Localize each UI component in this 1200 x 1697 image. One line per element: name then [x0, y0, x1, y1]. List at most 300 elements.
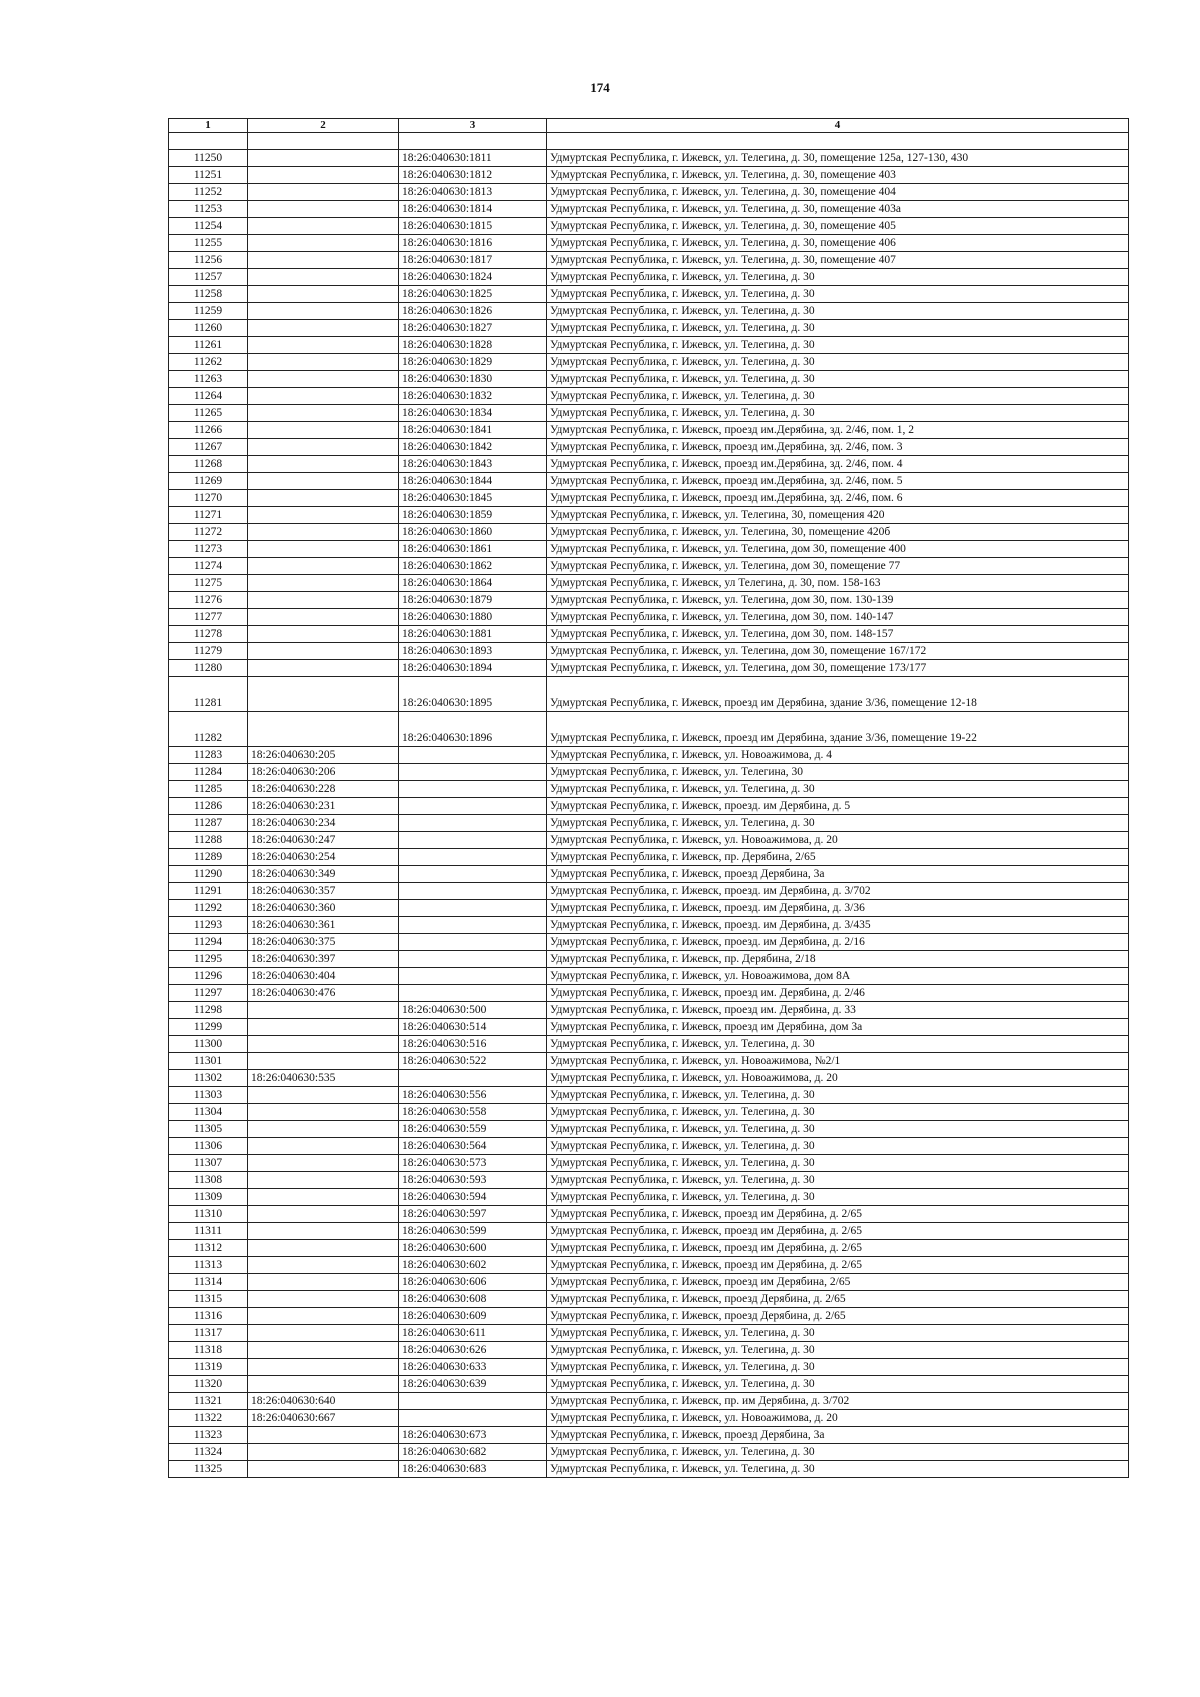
address-cell: Удмуртская Республика, г. Ижевск, ул. Телегина, д. 30 [547, 1121, 1129, 1138]
row-number-cell: 11310 [169, 1206, 248, 1223]
table-row [169, 1223, 1129, 1240]
land-plot-number-cell: 18:26:040630:357 [248, 883, 399, 900]
land-plot-number-cell [248, 1274, 399, 1291]
row-number-cell: 11257 [169, 269, 248, 286]
row-number-cell: 11293 [169, 917, 248, 934]
row-number-cell: 11306 [169, 1138, 248, 1155]
row-number-cell: 11282 [169, 712, 248, 747]
premises-number-cell [399, 1070, 547, 1087]
address-cell: Удмуртская Республика, г. Ижевск, проезд им Дерябина, д. 2/65 [547, 1240, 1129, 1257]
table-row [169, 575, 1129, 592]
land-plot-number-cell [248, 1240, 399, 1257]
land-plot-number-cell [248, 439, 399, 456]
row-number-cell: 11251 [169, 167, 248, 184]
premises-number-cell: 18:26:040630:608 [399, 1291, 547, 1308]
land-plot-number-cell [248, 337, 399, 354]
land-plot-number-cell [248, 524, 399, 541]
row-number-cell: 11300 [169, 1036, 248, 1053]
land-plot-number-cell [248, 1325, 399, 1342]
premises-number-cell: 18:26:040630:1830 [399, 371, 547, 388]
land-plot-number-cell: 18:26:040630:349 [248, 866, 399, 883]
premises-number-cell: 18:26:040630:1881 [399, 626, 547, 643]
address-cell: Удмуртская Республика, г. Ижевск, ул. Телегина, д. 30, помещение 125а, 127-130, 430 [547, 150, 1129, 167]
address-cell: Удмуртская Республика, г. Ижевск, пр. Дерябина, 2/65 [547, 849, 1129, 866]
land-plot-number-cell [248, 1087, 399, 1104]
premises-number-cell: 18:26:040630:1824 [399, 269, 547, 286]
land-plot-number-cell [248, 1104, 399, 1121]
row-number-cell: 11324 [169, 1444, 248, 1461]
land-plot-number-cell [248, 1019, 399, 1036]
table-row [169, 269, 1129, 286]
row-number-cell: 11319 [169, 1359, 248, 1376]
address-cell: Удмуртская Республика, г. Ижевск, ул. Телегина, д. 30 [547, 1376, 1129, 1393]
land-plot-number-cell: 18:26:040630:234 [248, 815, 399, 832]
row-number-cell: 11307 [169, 1155, 248, 1172]
premises-number-cell [399, 764, 547, 781]
address-cell: Удмуртская Республика, г. Ижевск, ул. Новоажимова, д. 20 [547, 1070, 1129, 1087]
premises-number-cell: 18:26:040630:564 [399, 1138, 547, 1155]
land-plot-number-cell [248, 456, 399, 473]
address-cell: Удмуртская Республика, г. Ижевск, ул. Телегина, д. 30 [547, 1087, 1129, 1104]
premises-number-cell [399, 985, 547, 1002]
table-row [169, 1308, 1129, 1325]
table-row [169, 951, 1129, 968]
row-number-cell: 11278 [169, 626, 248, 643]
premises-number-cell: 18:26:040630:626 [399, 1342, 547, 1359]
premises-number-cell: 18:26:040630:599 [399, 1223, 547, 1240]
table-row [169, 1291, 1129, 1308]
land-plot-number-cell [248, 218, 399, 235]
premises-number-cell: 18:26:040630:1826 [399, 303, 547, 320]
land-plot-number-cell [248, 1461, 399, 1478]
table-row [169, 660, 1129, 677]
address-cell: Удмуртская Республика, г. Ижевск, ул. Телегина, д. 30 [547, 1104, 1129, 1121]
address-cell: Удмуртская Республика, г. Ижевск, проезд им Дерябина, здание 3/36, помещение 19-22 [547, 712, 1129, 747]
row-number-cell: 11320 [169, 1376, 248, 1393]
row-number-cell: 11281 [169, 677, 248, 712]
table-row [169, 643, 1129, 660]
table-row [169, 456, 1129, 473]
land-plot-number-cell [248, 1223, 399, 1240]
table-row [169, 1427, 1129, 1444]
premises-number-cell: 18:26:040630:673 [399, 1427, 547, 1444]
row-number-cell: 11277 [169, 609, 248, 626]
premises-number-cell: 18:26:040630:1841 [399, 422, 547, 439]
table-row [169, 439, 1129, 456]
table-row [169, 405, 1129, 422]
land-plot-number-cell [248, 490, 399, 507]
premises-number-cell [399, 951, 547, 968]
table-row [169, 1053, 1129, 1070]
row-number-cell: 11260 [169, 320, 248, 337]
row-number-cell: 11322 [169, 1410, 248, 1427]
land-plot-number-cell: 18:26:040630:375 [248, 934, 399, 951]
table-row [169, 934, 1129, 951]
page-number: 174 [590, 80, 610, 95]
land-plot-number-cell [248, 1121, 399, 1138]
table-row [169, 1087, 1129, 1104]
table-row [169, 917, 1129, 934]
land-plot-number-cell [248, 1053, 399, 1070]
land-plot-number-cell [248, 1155, 399, 1172]
land-plot-number-cell [248, 712, 399, 747]
address-cell: Удмуртская Республика, г. Ижевск, ул. Телегина, д. 30 [547, 1155, 1129, 1172]
land-plot-number-cell [248, 1427, 399, 1444]
table-row [169, 1019, 1129, 1036]
row-number-cell: 11311 [169, 1223, 248, 1240]
address-cell: Удмуртская Республика, г. Ижевск, проезд им Дерябина, здание 3/36, помещение 12-18 [547, 677, 1129, 712]
premises-number-cell: 18:26:040630:514 [399, 1019, 547, 1036]
row-number-cell: 11258 [169, 286, 248, 303]
land-plot-number-cell: 18:26:040630:247 [248, 832, 399, 849]
column-header-2: 2 [248, 119, 399, 133]
premises-number-cell: 18:26:040630:611 [399, 1325, 547, 1342]
land-plot-number-cell [248, 1189, 399, 1206]
land-plot-number-cell [248, 626, 399, 643]
address-cell: Удмуртская Республика, г. Ижевск, ул. Телегина, д. 30 [547, 1342, 1129, 1359]
row-number-cell: 11256 [169, 252, 248, 269]
land-plot-number-cell: 18:26:040630:640 [248, 1393, 399, 1410]
address-cell: Удмуртская Республика, г. Ижевск, проезд им. Дерябина, д. 2/46 [547, 985, 1129, 1002]
premises-number-cell: 18:26:040630:1893 [399, 643, 547, 660]
premises-number-cell [399, 1393, 547, 1410]
row-number-cell: 11325 [169, 1461, 248, 1478]
row-number-cell: 11286 [169, 798, 248, 815]
premises-number-cell: 18:26:040630:1816 [399, 235, 547, 252]
premises-number-cell: 18:26:040630:597 [399, 1206, 547, 1223]
premises-number-cell: 18:26:040630:1813 [399, 184, 547, 201]
row-number-cell: 11271 [169, 507, 248, 524]
premises-number-cell: 18:26:040630:516 [399, 1036, 547, 1053]
address-cell: Удмуртская Республика, г. Ижевск, пр. Дерябина, 2/18 [547, 951, 1129, 968]
land-plot-number-cell [248, 371, 399, 388]
land-plot-number-cell [248, 1206, 399, 1223]
table-row [169, 1376, 1129, 1393]
table-row [169, 592, 1129, 609]
land-plot-number-cell [248, 507, 399, 524]
table-row [169, 1325, 1129, 1342]
table-row [169, 286, 1129, 303]
premises-number-cell: 18:26:040630:594 [399, 1189, 547, 1206]
address-cell: Удмуртская Республика, г. Ижевск, ул. Телегина, д. 30 [547, 1036, 1129, 1053]
address-cell: Удмуртская Республика, г. Ижевск, ул. Телегина, д. 30 [547, 1359, 1129, 1376]
table-row [169, 150, 1129, 167]
land-plot-number-cell [248, 422, 399, 439]
table-row [169, 883, 1129, 900]
table-row [169, 1342, 1129, 1359]
row-number-cell: 11284 [169, 764, 248, 781]
address-cell: Удмуртская Республика, г. Ижевск, проезд им.Дерябина, зд. 2/46, пом. 4 [547, 456, 1129, 473]
address-cell: Удмуртская Республика, г. Ижевск, ул. Телегина, д. 30, помещение 403 [547, 167, 1129, 184]
table-row [169, 558, 1129, 575]
premises-number-cell: 18:26:040630:573 [399, 1155, 547, 1172]
row-number-cell: 11312 [169, 1240, 248, 1257]
table-row [169, 1393, 1129, 1410]
land-plot-number-cell [248, 1308, 399, 1325]
address-cell: Удмуртская Республика, г. Ижевск, ул. Телегина, дом 30, помещение 173/177 [547, 660, 1129, 677]
premises-number-cell: 18:26:040630:1845 [399, 490, 547, 507]
column-header-4: 4 [547, 119, 1129, 133]
address-cell: Удмуртская Республика, г. Ижевск, ул. Телегина, дом 30, помещение 167/172 [547, 643, 1129, 660]
premises-number-cell: 18:26:040630:1828 [399, 337, 547, 354]
premises-number-cell: 18:26:040630:600 [399, 1240, 547, 1257]
premises-number-cell [399, 832, 547, 849]
table-row [169, 1240, 1129, 1257]
land-plot-number-cell [248, 1342, 399, 1359]
premises-number-cell: 18:26:040630:1815 [399, 218, 547, 235]
land-plot-number-cell [248, 643, 399, 660]
land-plot-number-cell: 18:26:040630:476 [248, 985, 399, 1002]
address-cell: Удмуртская Республика, г. Ижевск, проезд им Дерябина, д. 2/65 [547, 1223, 1129, 1240]
address-cell: Удмуртская Республика, г. Ижевск, проезд им Дерябина, дом 3а [547, 1019, 1129, 1036]
address-cell: Удмуртская Республика, г. Ижевск, проезд Дерябина, 3а [547, 1427, 1129, 1444]
table-row [169, 1257, 1129, 1274]
land-plot-number-cell [248, 167, 399, 184]
table-body [169, 133, 1129, 1478]
land-plot-number-cell [248, 660, 399, 677]
row-number-cell: 11314 [169, 1274, 248, 1291]
table-row [169, 677, 1129, 712]
address-cell: Удмуртская Республика, г. Ижевск, проезд им.Дерябина, зд. 2/46, пом. 5 [547, 473, 1129, 490]
premises-number-cell: 18:26:040630:1896 [399, 712, 547, 747]
row-number-cell: 11296 [169, 968, 248, 985]
table-row [169, 1274, 1129, 1291]
address-cell: Удмуртская Республика, г. Ижевск, ул. Телегина, д. 30 [547, 1138, 1129, 1155]
row-number-cell: 11285 [169, 781, 248, 798]
address-cell: Удмуртская Республика, г. Ижевск, проезд. им Дерябина, д. 5 [547, 798, 1129, 815]
row-number-cell: 11262 [169, 354, 248, 371]
premises-number-cell: 18:26:040630:1879 [399, 592, 547, 609]
table-row [169, 235, 1129, 252]
row-number-cell: 11315 [169, 1291, 248, 1308]
address-cell: Удмуртская Республика, г. Ижевск, ул. Телегина, д. 30 [547, 269, 1129, 286]
land-plot-number-cell [248, 1444, 399, 1461]
column-header-1: 1 [169, 119, 248, 133]
premises-number-cell: 18:26:040630:1880 [399, 609, 547, 626]
land-plot-number-cell [248, 1376, 399, 1393]
table-row [169, 1138, 1129, 1155]
table-row [169, 747, 1129, 764]
address-cell: Удмуртская Республика, г. Ижевск, проезд Дерябина, д. 2/65 [547, 1291, 1129, 1308]
row-number-cell: 11259 [169, 303, 248, 320]
address-cell: Удмуртская Республика, г. Ижевск, ул. Телегина, д. 30 [547, 1444, 1129, 1461]
row-number-cell: 11261 [169, 337, 248, 354]
land-plot-number-cell [248, 1257, 399, 1274]
row-number-cell: 11270 [169, 490, 248, 507]
row-number-cell: 11290 [169, 866, 248, 883]
table-row [169, 320, 1129, 337]
table-row [169, 167, 1129, 184]
address-cell: Удмуртская Республика, г. Ижевск, проезд им Дерябина, д. 2/65 [547, 1206, 1129, 1223]
premises-number-cell: 18:26:040630:500 [399, 1002, 547, 1019]
table-row [169, 541, 1129, 558]
address-cell: Удмуртская Республика, г. Ижевск, ул. Новоажимова, д. 20 [547, 1410, 1129, 1427]
table-row [169, 815, 1129, 832]
land-plot-number-cell [248, 184, 399, 201]
premises-number-cell: 18:26:040630:683 [399, 1461, 547, 1478]
address-cell: Удмуртская Республика, г. Ижевск, проезд. им Дерябина, д. 3/435 [547, 917, 1129, 934]
land-plot-number-cell: 18:26:040630:397 [248, 951, 399, 968]
premises-number-cell [399, 781, 547, 798]
premises-number-cell: 18:26:040630:1844 [399, 473, 547, 490]
table-row [169, 473, 1129, 490]
premises-number-cell [399, 883, 547, 900]
address-cell: Удмуртская Республика, г. Ижевск, ул. Телегина, д. 30, помещение 404 [547, 184, 1129, 201]
premises-number-cell: 18:26:040630:1825 [399, 286, 547, 303]
table-row [169, 422, 1129, 439]
land-plot-number-cell [248, 150, 399, 167]
address-cell: Удмуртская Республика, г. Ижевск, проезд им. Дерябина, д. 33 [547, 1002, 1129, 1019]
row-number-cell: 11309 [169, 1189, 248, 1206]
premises-number-cell [399, 934, 547, 951]
row-number-cell: 11273 [169, 541, 248, 558]
land-plot-number-cell [248, 677, 399, 712]
row-number-cell: 11272 [169, 524, 248, 541]
address-cell: Удмуртская Республика, г. Ижевск, ул Телегина, д. 30, пом. 158-163 [547, 575, 1129, 592]
row-number-cell: 11267 [169, 439, 248, 456]
header-row [169, 119, 1129, 133]
address-cell: Удмуртская Республика, г. Ижевск, ул. Телегина, д. 30 [547, 371, 1129, 388]
table-row [169, 1461, 1129, 1478]
row-number-cell: 11297 [169, 985, 248, 1002]
land-plot-number-cell [248, 592, 399, 609]
table-row [169, 764, 1129, 781]
row-number-cell: 11302 [169, 1070, 248, 1087]
premises-number-cell [399, 798, 547, 815]
address-cell: Удмуртская Республика, г. Ижевск, ул. Новоажимова, д. 20 [547, 832, 1129, 849]
row-number-cell: 11279 [169, 643, 248, 660]
address-cell: Удмуртская Республика, г. Ижевск, ул. Новоажимова, д. 4 [547, 747, 1129, 764]
premises-number-cell: 18:26:040630:1861 [399, 541, 547, 558]
premises-number-cell: 18:26:040630:1827 [399, 320, 547, 337]
table-row [169, 507, 1129, 524]
row-number-cell: 11304 [169, 1104, 248, 1121]
premises-number-cell: 18:26:040630:1814 [399, 201, 547, 218]
row-number-cell: 11291 [169, 883, 248, 900]
land-plot-number-cell: 18:26:040630:206 [248, 764, 399, 781]
address-cell: Удмуртская Республика, г. Ижевск, ул. Телегина, д. 30 [547, 405, 1129, 422]
land-plot-number-cell [248, 1036, 399, 1053]
address-cell: Удмуртская Республика, г. Ижевск, ул. Новоажимова, дом 8А [547, 968, 1129, 985]
table-row [169, 1002, 1129, 1019]
table-row [169, 1189, 1129, 1206]
row-number-cell: 11298 [169, 1002, 248, 1019]
address-cell: Удмуртская Республика, г. Ижевск, пр. им Дерябина, д. 3/702 [547, 1393, 1129, 1410]
address-cell: Удмуртская Республика, г. Ижевск, ул. Телегина, д. 30, помещение 406 [547, 235, 1129, 252]
address-cell: Удмуртская Республика, г. Ижевск, проезд Дерябина, д. 2/65 [547, 1308, 1129, 1325]
premises-number-cell: 18:26:040630:1894 [399, 660, 547, 677]
row-number-cell: 11268 [169, 456, 248, 473]
land-plot-number-cell: 18:26:040630:404 [248, 968, 399, 985]
premises-number-cell: 18:26:040630:606 [399, 1274, 547, 1291]
table-row [169, 1070, 1129, 1087]
table-row [169, 303, 1129, 320]
premises-number-cell: 18:26:040630:682 [399, 1444, 547, 1461]
address-cell: Удмуртская Республика, г. Ижевск, ул. Телегина, д. 30 [547, 320, 1129, 337]
row-number-cell: 11308 [169, 1172, 248, 1189]
address-cell: Удмуртская Республика, г. Ижевск, ул. Новоажимова, №2/1 [547, 1053, 1129, 1070]
land-plot-number-cell [248, 473, 399, 490]
row-number-cell: 11253 [169, 201, 248, 218]
row-number-cell: 11287 [169, 815, 248, 832]
address-cell: Удмуртская Республика, г. Ижевск, ул. Телегина, д. 30, помещение 405 [547, 218, 1129, 235]
table-row [169, 184, 1129, 201]
table-row [169, 1172, 1129, 1189]
row-number-cell: 11313 [169, 1257, 248, 1274]
row-number-cell: 11255 [169, 235, 248, 252]
land-plot-number-cell [248, 1359, 399, 1376]
address-cell: Удмуртская Республика, г. Ижевск, ул. Телегина, дом 30, пом. 130-139 [547, 592, 1129, 609]
table-row [169, 354, 1129, 371]
premises-number-cell: 18:26:040630:1842 [399, 439, 547, 456]
table-row [169, 1206, 1129, 1223]
table-row [169, 218, 1129, 235]
table-row [169, 781, 1129, 798]
premises-number-cell [399, 900, 547, 917]
land-plot-number-cell: 18:26:040630:360 [248, 900, 399, 917]
address-cell: Удмуртская Республика, г. Ижевск, ул. Телегина, д. 30 [547, 1189, 1129, 1206]
address-cell: Удмуртская Республика, г. Ижевск, ул. Телегина, д. 30 [547, 1172, 1129, 1189]
table-row [169, 1444, 1129, 1461]
address-cell: Удмуртская Республика, г. Ижевск, ул. Телегина, 30, помещения 420 [547, 507, 1129, 524]
premises-number-cell: 18:26:040630:1862 [399, 558, 547, 575]
row-number-cell: 11301 [169, 1053, 248, 1070]
land-plot-number-cell [248, 201, 399, 218]
land-plot-number-cell [248, 235, 399, 252]
premises-number-cell: 18:26:040630:609 [399, 1308, 547, 1325]
address-cell: Удмуртская Республика, г. Ижевск, проезд им Дерябина, д. 2/65 [547, 1257, 1129, 1274]
address-cell: Удмуртская Республика, г. Ижевск, ул. Телегина, 30 [547, 764, 1129, 781]
address-cell: Удмуртская Республика, г. Ижевск, ул. Телегина, дом 30, пом. 140-147 [547, 609, 1129, 626]
address-cell: Удмуртская Республика, г. Ижевск, проезд им.Дерябина, зд. 2/46, пом. 3 [547, 439, 1129, 456]
address-cell: Удмуртская Республика, г. Ижевск, ул. Телегина, дом 30, пом. 148-157 [547, 626, 1129, 643]
land-plot-number-cell: 18:26:040630:667 [248, 1410, 399, 1427]
land-plot-number-cell [248, 320, 399, 337]
row-number-cell: 11294 [169, 934, 248, 951]
address-cell: Удмуртская Республика, г. Ижевск, проезд. им Дерябина, д. 3/36 [547, 900, 1129, 917]
row-number-cell: 11288 [169, 832, 248, 849]
table-row [169, 609, 1129, 626]
land-plot-number-cell [248, 558, 399, 575]
table-row [169, 371, 1129, 388]
table-row [169, 1036, 1129, 1053]
table-row [169, 490, 1129, 507]
premises-number-cell: 18:26:040630:558 [399, 1104, 547, 1121]
premises-number-cell: 18:26:040630:1834 [399, 405, 547, 422]
land-plot-number-cell [248, 1138, 399, 1155]
table-row [169, 968, 1129, 985]
premises-number-cell [399, 968, 547, 985]
row-number-cell: 11316 [169, 1308, 248, 1325]
address-cell: Удмуртская Республика, г. Ижевск, ул. Телегина, д. 30, помещение 403а [547, 201, 1129, 218]
land-plot-number-cell: 18:26:040630:228 [248, 781, 399, 798]
row-number-cell: 11265 [169, 405, 248, 422]
address-cell: Удмуртская Республика, г. Ижевск, ул. Телегина, д. 30 [547, 1325, 1129, 1342]
premises-number-cell: 18:26:040630:1811 [399, 150, 547, 167]
table-row [169, 849, 1129, 866]
table-row [169, 1155, 1129, 1172]
premises-number-cell: 18:26:040630:1895 [399, 677, 547, 712]
premises-number-cell: 18:26:040630:522 [399, 1053, 547, 1070]
premises-number-cell [399, 849, 547, 866]
row-number-cell: 11254 [169, 218, 248, 235]
land-plot-number-cell [248, 541, 399, 558]
table-row [169, 712, 1129, 747]
premises-number-cell: 18:26:040630:1860 [399, 524, 547, 541]
row-number-cell: 11263 [169, 371, 248, 388]
land-plot-number-cell [248, 405, 399, 422]
land-plot-number-cell [248, 269, 399, 286]
